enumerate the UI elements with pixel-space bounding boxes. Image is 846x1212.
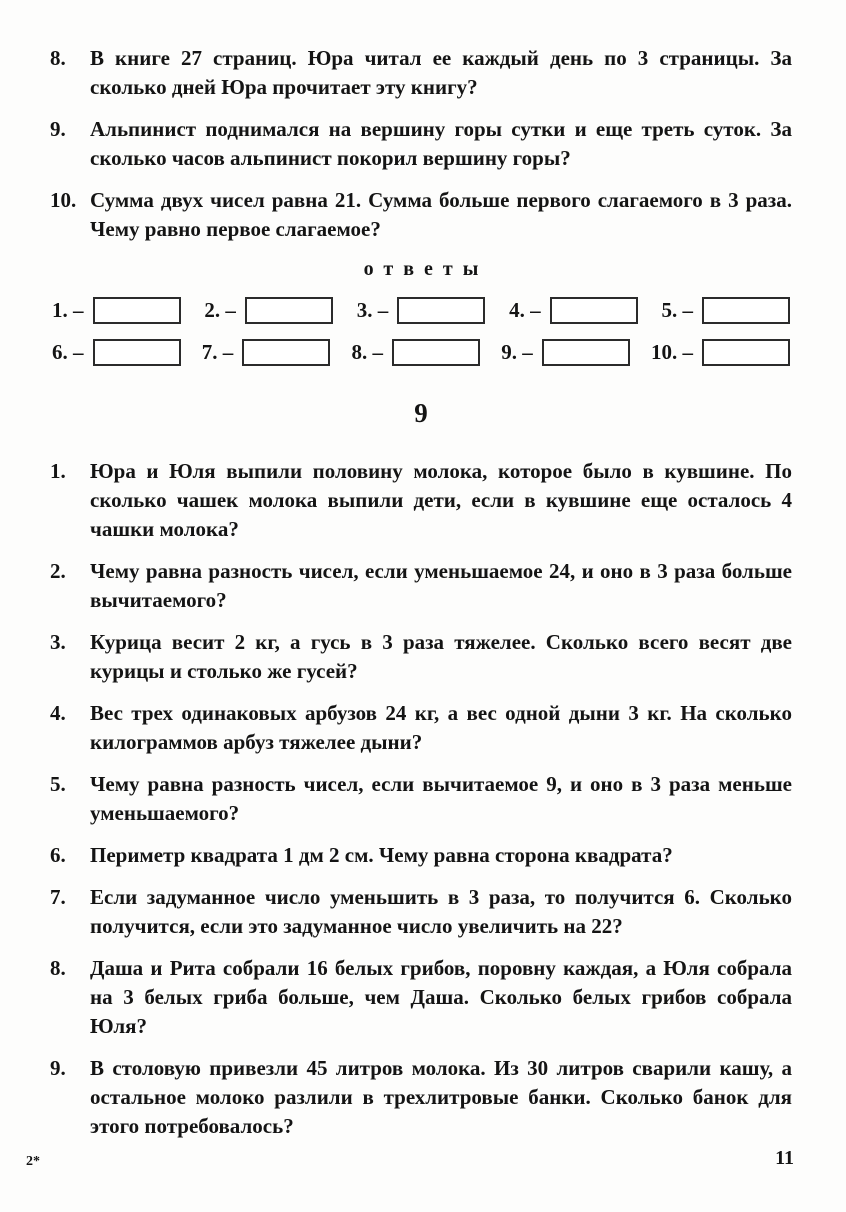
problem-item [50,699,792,757]
section-heading: 9 [414,398,428,428]
problem-number: 3. [50,630,66,654]
problem-text: Чему равна разность чисел, если вычитаемое 9, и оно в 3 раза меньше уменьшаемого? [90,772,792,825]
answer-input-box[interactable] [242,339,330,366]
problem-number: 8. [50,46,66,70]
problem-text: В столовую привезли 45 литров молока. Из 30 литров сварили кашу, а остальное молоко разлили в трехлитровые банки. Сколько банок для этого потребовалось? [90,1056,792,1138]
answer-slot [662,297,791,324]
problem-number: 2. [50,559,66,583]
answer-slot [651,339,790,366]
answers-row-2 [52,339,790,366]
problem-number: 1. [50,459,66,483]
problem-number: 9. [50,117,66,141]
answer-label: 7. – [201,340,234,364]
problem-item [50,628,792,686]
answer-input-box[interactable] [542,339,630,366]
problem-item [50,186,792,244]
answer-label: 4. – [509,298,541,322]
problem-item [50,1054,792,1141]
problem-number: 10. [50,188,77,212]
problem-text: Альпинист поднимался на вершину горы сутки и еще треть суток. За сколько часов альпинист покорил вершину горы? [90,117,792,170]
answer-slot [352,339,481,366]
answer-label: 3. – [356,298,389,322]
problem-number: 9. [50,1056,66,1080]
answer-slot [202,339,331,366]
problem-text: Чему равна разность чисел, если уменьшаемое 24, и оно в 3 раза больше вычитаемого? [90,559,792,612]
answers-heading: ответы [363,258,489,280]
problem-item [50,883,792,941]
problem-text: Сумма двух чисел равна 21. Сумма больше первого слагаемого в 3 раза. Чему равно первое слагаемое? [90,188,792,241]
problem-text: Если задуманное число уменьшить в 3 раза, то получится 6. Сколько получится, если это задуманное число увеличить на 22? [90,885,792,938]
footer-signature-mark: 2* [26,1154,40,1169]
problem-number: 6. [50,843,66,867]
page-number: 11 [775,1147,794,1169]
problem-text: Периметр квадрата 1 дм 2 см. Чему равна сторона квадрата? [90,843,673,867]
main-problem-list [50,457,792,1141]
problem-number: 8. [50,956,66,980]
answer-input-box[interactable] [245,297,333,324]
answer-slot [52,339,181,366]
problem-number: 4. [50,701,66,725]
answer-input-box[interactable] [702,297,790,324]
problem-item [50,841,792,870]
problem-text: Вес трех одинаковых арбузов 24 кг, а вес одной дыни 3 кг. На сколько килограммов арбуз тяжелее дыни? [90,701,792,754]
problem-item [50,457,792,544]
answer-input-box[interactable] [397,297,485,324]
answer-slot [501,339,630,366]
answer-slot [357,297,486,324]
answer-label: 10. – [651,340,693,364]
problem-text: Даша и Рита собрали 16 белых грибов, поровну каждая, а Юля собрала на 3 белых гриба больше, чем Даша. Сколько белых грибов собрала Юля? [90,956,792,1038]
problem-text: Юра и Юля выпили половину молока, которое было в кувшине. По сколько чашек молока выпили дети, если в кувшине еще осталось 4 чашки молока? [90,459,792,541]
problem-item [50,954,792,1041]
problem-text: В книге 27 страниц. Юра читал ее каждый день по 3 страницы. За сколько дней Юра прочитает эту книгу? [90,46,792,99]
answer-label: 2. – [204,298,236,322]
answer-input-box[interactable] [550,297,638,324]
problem-number: 5. [50,772,66,796]
answer-input-box[interactable] [392,339,480,366]
answer-slot [204,297,333,324]
answer-input-box[interactable] [93,339,181,366]
top-problem-list [50,44,792,244]
answer-input-box[interactable] [702,339,790,366]
answer-label: 5. – [661,298,693,322]
problem-item [50,115,792,173]
answer-slot [509,297,638,324]
answers-row-1 [52,297,790,324]
answer-input-box[interactable] [93,297,181,324]
problem-item [50,770,792,828]
problem-item [50,557,792,615]
answer-label: 1. – [52,298,84,322]
problem-item [50,44,792,102]
answer-label: 8. – [351,340,383,364]
page-footer [26,1147,794,1170]
answer-label: 6. – [52,340,84,364]
answer-label: 9. – [501,340,533,364]
answer-slot [52,297,181,324]
problem-text: Курица весит 2 кг, а гусь в 3 раза тяжелее. Сколько всего весят две курицы и столько же гусей? [90,630,792,683]
problem-number: 7. [50,885,66,909]
